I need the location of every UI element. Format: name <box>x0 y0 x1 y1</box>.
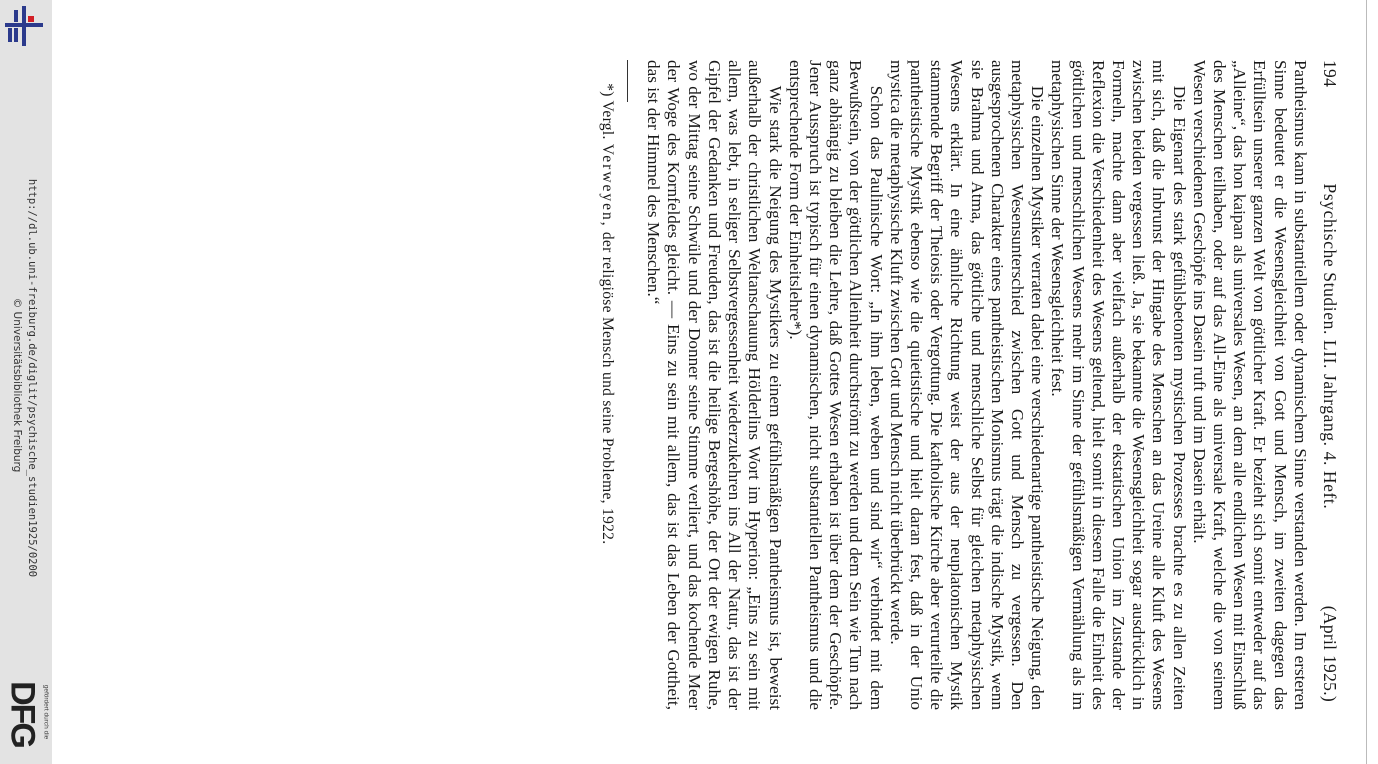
paragraph: Pantheismus kann in substantiellem oder dynamischem Sinne verstanden werden. Im ersteren Sinne bedeutet er die Wesensgleichheit von Gott und Mensch, im zweiten dagegen das Erfülltsein unserer ganzen Welt von göttlicher Kraft. Er bezieht sich somit entweder auf das „Alleine“, das hon kaipan als universales Wesen, an dem alle endlichen Wesen mit Einschluß des Menschen teilhaben, oder auf das All-Eine als universale Kraft, welche die von seinem Wesen verschiedenen Geschöpfe ins Dasein ruft und im Dasein erhält. <box>1189 60 1310 710</box>
footnote-divider <box>627 60 628 102</box>
issue-date: (April 1925.) <box>1320 605 1340 702</box>
footnote-mark: *) Vergl. <box>599 83 617 140</box>
journal-title: Psychische Studien. LII. Jahrgang. 4. Heft. <box>1320 183 1340 510</box>
scanned-page <box>175 60 1340 710</box>
paragraph: Schon das Paulinische Wort: „In ihm leben, weben und sind wir“ verbindet mit dem Bewußtsein, von der göttlichen Alleinheit durchströmt zu werden und dem Sein wie Tun nach ganz abhängig zu bleiben die Lehre, daß Gottes Wesen erhaben ist über dem der Geschöpfe. Jener Ausspruch ist typisch für einen dynamischen, nicht substantiellen Pantheismus und die entsprechende Form der Einheitslehre*). <box>785 60 886 710</box>
funding-note: gefördert durch die <box>42 684 50 740</box>
copyright-notice: © Universitätsbibliothek Freiburg <box>11 297 23 473</box>
footnote <box>597 60 617 710</box>
paragraph: Wie stark die Neigung des Mystikers zu einem gefühlsmäßigen Pantheismus ist, beweist außerhalb der christlichen Weltanschauung Hölderlins Wort im Hyperion: „Eins zu sein mit allem, was lebt, in seliger Selbstvergessenheit wiederzukehren ins All der Natur, das ist der Gipfel der Gedanken und Freuden, das ist die heilige Bergeshöhe, der Ort der ewigen Ruhe, wo der Mittag seine Schwüle und der Donner seine Stimme verliert, und das kochende Meer der Woge des Kornfeldes gleicht. — Eins zu sein mit allem, das ist das Leben der Gottheit, das ist der Himmel des Menschen.“ <box>644 60 785 710</box>
archive-url-link[interactable]: http://dl.ub.uni-freiburg.de/diglit/psychische_studien1925/0200 <box>26 178 38 578</box>
page-number: 194 <box>1320 60 1340 88</box>
university-library-logo-icon <box>4 6 44 46</box>
footnote-text: der religiöse Mensch und seine Probleme, 1922. <box>599 231 617 545</box>
scan-edge-line <box>1366 0 1367 764</box>
footnote-author: Verweyen, <box>599 143 617 228</box>
archive-sidebar <box>0 0 52 764</box>
paragraph: Die Eigenart des stark gefühlsbetonten mystischen Prozesses brachte es zu allen Zeiten mit sich, daß die Inbrunst der Hingabe des Menschen an das Ureine alle Kluft des Wesens zwischen beiden vergessen ließ. Ja, sie bekannte die Wesensgleichheit sogar ausdrücklich in Formeln, machte dann aber vielfach außerhalb der ekstatischen Union im Zustande der Reflexion die Verschiedenheit des Wesens geltend, hielt somit in diesem Falle die Einheit des göttlichen und menschlichen Wesens mehr im Sinne der gefühlsmäßigen Vermählung als im metaphysischen Sinne der Wesensgleichheit fest. <box>1048 60 1189 710</box>
dfg-logo-icon: DFG <box>3 681 42 747</box>
running-head <box>1320 60 1340 702</box>
paragraph: Die einzelnen Mystiker verraten dabei eine verschiedenartige pantheistische Neigung, den metaphysischen Wesensunterschied zwischen Gott und Mensch zu vergessen. Den ausgesprochenen Charakter eines pantheistischen Monismus trägt die indische Mystik, wenn sie Brahma und Atma, das göttliche und menschliche Selbst für gleichen metaphysischen Wesens erklärt. In eine ähnliche Richtung weist der aus der neuplatonischen Mystik stammende Begriff der Theiosis oder Vergottung. Die katholische Kirche aber verurteilte die pantheistische Mystik ebenso wie die quietistische und hielt daran fest, daß in der Unio mystica die metaphysische Kluft zwischen Gott und Mensch nicht überbrückt werde. <box>886 60 1048 710</box>
